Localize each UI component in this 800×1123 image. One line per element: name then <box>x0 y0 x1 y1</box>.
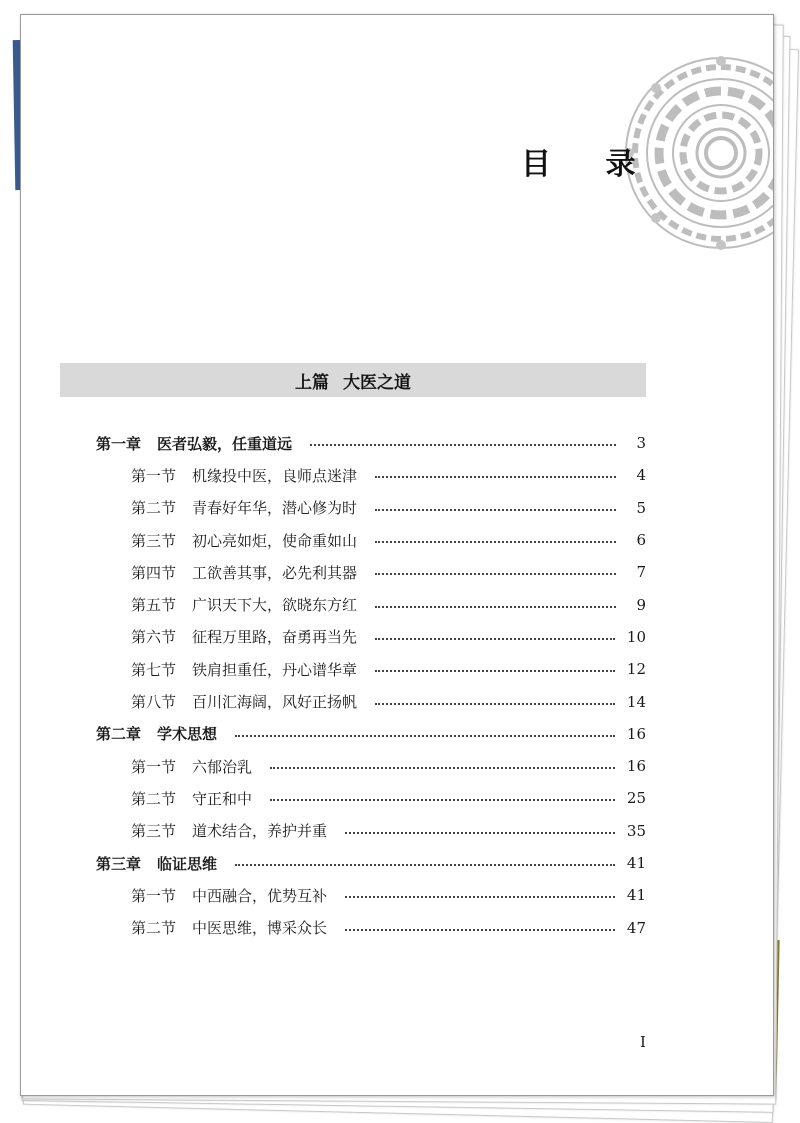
chapter-number: 第一章 <box>96 434 142 453</box>
part-label: 上篇 <box>295 372 329 393</box>
section-name: 守正和中 <box>192 789 253 808</box>
section-number: 第一节 <box>131 466 177 485</box>
dot-leader <box>235 864 615 866</box>
section-name: 道术结合，养护并重 <box>192 822 328 841</box>
toc-chapter-row[interactable] <box>96 427 646 459</box>
toc-section-row[interactable] <box>96 524 646 556</box>
section-number: 第八节 <box>131 693 177 712</box>
section-name: 铁肩担重任，丹心谱华章 <box>192 660 358 679</box>
toc-chapter-row[interactable] <box>96 847 646 879</box>
page-number: 25 <box>626 789 646 808</box>
toc-chapter-row[interactable] <box>96 718 646 750</box>
section-name: 征程万里路，奋勇再当先 <box>192 628 358 647</box>
chapter-number: 第三章 <box>96 854 142 873</box>
section-number: 第二节 <box>131 919 177 938</box>
toc-page <box>20 14 774 1096</box>
dot-leader <box>375 638 615 640</box>
section-name: 中医思维，博采众长 <box>192 919 328 938</box>
dot-leader <box>375 541 616 543</box>
section-name: 中西融合，优势互补 <box>192 886 328 905</box>
page-number: 6 <box>636 531 646 550</box>
toc-list <box>96 427 646 944</box>
toc-section-row[interactable] <box>96 815 646 847</box>
toc-section-row[interactable] <box>96 492 646 524</box>
section-name: 广识天下大，欲晓东方红 <box>192 596 358 615</box>
section-name: 机缘投中医，良师点迷津 <box>192 466 358 485</box>
section-name: 六郁治乳 <box>192 757 253 776</box>
folio-page-number: I <box>640 1033 646 1051</box>
toc-section-row[interactable] <box>96 556 646 588</box>
section-number: 第四节 <box>131 563 177 582</box>
section-number: 第二节 <box>131 789 177 808</box>
chapter-name: 学术思想 <box>157 725 218 744</box>
dot-leader <box>345 929 615 931</box>
page-number: 3 <box>636 434 646 453</box>
toc-section-row[interactable] <box>96 879 646 911</box>
section-number: 第七节 <box>131 660 177 679</box>
chapter-number: 第二章 <box>96 725 142 744</box>
dot-leader <box>270 767 615 769</box>
page-number: 5 <box>636 498 646 517</box>
page-number: 16 <box>626 757 646 776</box>
page-number: 41 <box>626 854 646 872</box>
toc-section-row[interactable] <box>96 750 646 782</box>
part-banner <box>60 363 646 397</box>
part-name: 大医之道 <box>343 372 411 393</box>
dot-leader <box>345 896 615 898</box>
page-number: 35 <box>626 821 646 840</box>
page-title: 目 录 <box>521 147 658 182</box>
page-number: 9 <box>636 595 646 614</box>
page-number: 7 <box>636 563 646 582</box>
dot-leader <box>375 703 615 705</box>
toc-section-row[interactable] <box>96 782 646 814</box>
page-number: 10 <box>626 627 646 646</box>
section-number: 第三节 <box>131 822 177 841</box>
dot-leader <box>270 799 615 801</box>
section-number: 第一节 <box>131 757 177 776</box>
page-number: 16 <box>626 724 646 743</box>
dot-leader <box>375 509 616 511</box>
section-number: 第五节 <box>131 596 177 615</box>
page-number: 4 <box>636 466 646 485</box>
page-number: 41 <box>626 886 646 905</box>
section-number: 第三节 <box>131 531 177 550</box>
dot-leader <box>235 735 615 737</box>
toc-section-row[interactable] <box>96 588 646 620</box>
dot-leader <box>375 606 616 608</box>
page-number: 47 <box>626 918 646 937</box>
section-number: 第一节 <box>131 886 177 905</box>
dot-leader <box>375 670 615 672</box>
dot-leader <box>310 444 616 446</box>
section-name: 初心亮如炬，使命重如山 <box>192 531 358 550</box>
dot-leader <box>375 573 616 575</box>
section-name: 百川汇海阔，风好正扬帆 <box>192 693 358 712</box>
section-name: 青春好年华，潜心修为时 <box>192 499 358 518</box>
section-name: 工欲善其事，必先利其器 <box>192 563 358 582</box>
chapter-name: 医者弘毅，任重道远 <box>157 434 293 453</box>
toc-section-row[interactable] <box>96 653 646 685</box>
toc-section-row[interactable] <box>96 685 646 717</box>
toc-section-row[interactable] <box>96 911 646 943</box>
page-number: 14 <box>626 692 646 711</box>
page-number: 12 <box>626 660 646 679</box>
dot-leader <box>375 476 616 478</box>
toc-section-row[interactable] <box>96 621 646 653</box>
chapter-name: 临证思维 <box>157 854 218 873</box>
dot-leader <box>345 832 615 834</box>
section-number: 第二节 <box>131 499 177 518</box>
toc-section-row[interactable] <box>96 459 646 491</box>
section-number: 第六节 <box>131 628 177 647</box>
